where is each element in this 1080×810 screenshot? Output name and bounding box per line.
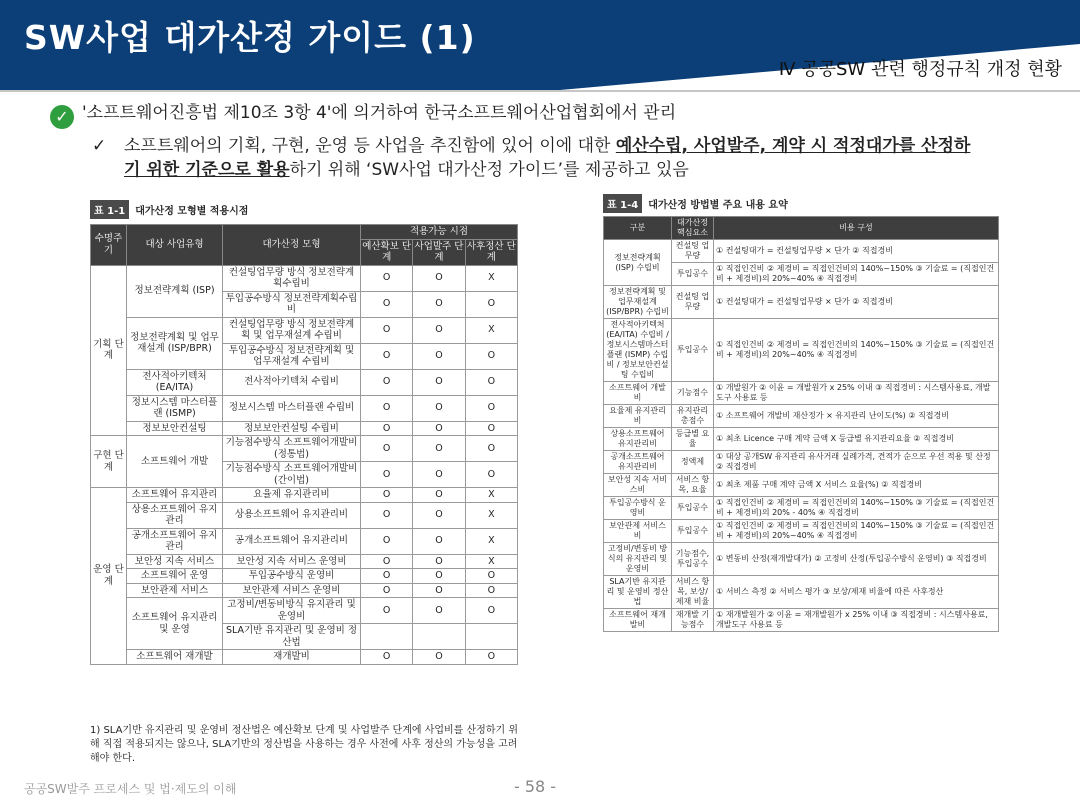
th-cycle: 수명주기 [91, 225, 127, 266]
bullet-secondary [92, 134, 972, 182]
table-row [91, 598, 518, 624]
kind-cell: 소프트웨어 개발비 [604, 382, 672, 405]
table-row [91, 528, 518, 554]
table-row [604, 497, 999, 520]
timing-cell: O [361, 395, 413, 421]
table-row [604, 405, 999, 428]
timing-cell: O [413, 502, 465, 528]
model-cell: 재개발비 [223, 650, 361, 665]
timing-cell: O [413, 488, 465, 503]
timing-cell: O [465, 436, 517, 462]
type-cell: 소프트웨어 개발 [127, 436, 223, 488]
table-row [91, 650, 518, 665]
kind-cell: 상용소프트웨어 유지관리비 [604, 428, 672, 451]
model-cell: 고정비/변동비방식 유지관리 및 운영비 [223, 598, 361, 624]
model-cell: 기능점수방식 소프트웨어개발비(간이법) [223, 462, 361, 488]
timing-cell: O [361, 343, 413, 369]
th-cost: 비용 구성 [714, 217, 999, 240]
type-cell: 소프트웨어 유지관리 [127, 488, 223, 503]
table-row [91, 395, 518, 421]
kind-cell: 공개소프트웨어 유지관리비 [604, 451, 672, 474]
model-cell: 투입공수방식 정보전략계획 및 업무재설계 수립비 [223, 343, 361, 369]
model-cell: 보안성 지속 서비스 운영비 [223, 554, 361, 569]
kind-cell: 요율제 유지관리비 [604, 405, 672, 428]
stage-cell: 구현 단계 [91, 436, 127, 488]
kind-cell: 보안성 지속 서비스비 [604, 474, 672, 497]
timing-cell: O [465, 343, 517, 369]
bullet-primary [50, 98, 676, 129]
cost-cell: ① 직접인건비 ② 제경비 = 직접인건비의 140%~150% ③ 기술료 = (직접인건비 + 제경비)의 20%~40% ④ 직접경비 [714, 263, 999, 286]
timing-cell: O [361, 317, 413, 343]
table-row [604, 428, 999, 451]
timing-cell: O [465, 583, 517, 598]
table-row [91, 488, 518, 503]
element-cell: 투입공수 [672, 319, 714, 382]
model-cell: 보안관제 서비스 운영비 [223, 583, 361, 598]
table-row [91, 421, 518, 436]
cost-cell: ① 개발원가 ② 이윤 = 개발원가 x 25% 이내 ③ 직접경비 : 시스템사용료, 개발도구 사용료 등 [714, 382, 999, 405]
th-t3: 사후정산 단계 [466, 240, 516, 263]
type-cell: 정보보안컨설팅 [127, 421, 223, 436]
type-cell: 소프트웨어 재개발 [127, 650, 223, 665]
model-cell: 상용소프트웨어 유지관리비 [223, 502, 361, 528]
table-row [91, 436, 518, 462]
cost-cell: ① 소프트웨어 개발비 재산정가 × 유지관리 난이도(%) ② 직접경비 [714, 405, 999, 428]
kind-cell: 정보전략계획 (ISP) 수립비 [604, 240, 672, 286]
table-model-timing [90, 224, 518, 665]
cost-cell: ① 최초 제품 구매 계약 금액 X 서비스 요율(%) ② 직접경비 [714, 474, 999, 497]
cost-cell: ① 직접인건비 ② 제경비 = 직접인건비의 140%~150% ③ 기술료 = (직접인건비 + 제경비)의 20% - 40% ④ 직접경비 [714, 497, 999, 520]
table-row [91, 265, 518, 291]
th-t1: 예산확보 단계 [362, 240, 412, 263]
th-kind: 구분 [604, 217, 672, 240]
timing-cell: O [413, 650, 465, 665]
table-row [604, 286, 999, 319]
cost-cell: ① 최초 Licence 구매 계약 금액 X 등급별 유지관리요율 ② 직접경비 [714, 428, 999, 451]
type-cell: 보안관제 서비스 [127, 583, 223, 598]
stage-cell: 운영 단계 [91, 488, 127, 665]
table-row [604, 451, 999, 474]
timing-cell: O [413, 265, 465, 291]
timing-cell: O [465, 598, 517, 624]
type-cell: 보안성 지속 서비스 [127, 554, 223, 569]
table-row [91, 554, 518, 569]
section-subtitle: Ⅳ 공공SW 관련 행정규칙 개정 현황 [778, 59, 1062, 80]
kind-cell: 정보전략계획 및 업무재설계 (ISP/BPR) 수립비 [604, 286, 672, 319]
table-row [604, 543, 999, 576]
kind-cell: SLA기반 유지관리 및 운영비 정산법 [604, 576, 672, 609]
cost-cell: ① 서비스 측정 ② 서비스 평가 ③ 보상/제재 비율에 따른 사후정산 [714, 576, 999, 609]
cost-cell: ① 변동비 산정(재개발대가) ② 고정비 산정(투입공수방식 운영비) ③ 직접경비 [714, 543, 999, 576]
timing-cell: O [413, 528, 465, 554]
table-row [604, 474, 999, 497]
type-cell: 정보전략계획 및 업무재설계 (ISP/BPR) [127, 317, 223, 369]
table-row [91, 583, 518, 598]
cost-cell: ① 컨설팅대가 = 컨설팅업무량 × 단가 ② 직접경비 [714, 286, 999, 319]
kind-cell: 전사적아키텍처 (EA/ITA) 수립비 / 정보시스템마스터플랜 (ISMP) 수립비 / 정보보안컨설팅 수립비 [604, 319, 672, 382]
table-row [604, 319, 999, 382]
table-row [604, 520, 999, 543]
element-cell: 유지관리 총점수 [672, 405, 714, 428]
element-cell: 투입공수 [672, 520, 714, 543]
timing-cell: O [361, 569, 413, 584]
table-row [91, 502, 518, 528]
timing-cell: O [413, 421, 465, 436]
type-cell: 정보시스템 마스터플랜 (ISMP) [127, 395, 223, 421]
timing-cell: O [465, 395, 517, 421]
timing-cell: O [361, 265, 413, 291]
timing-cell: O [413, 598, 465, 624]
timing-cell: X [465, 488, 517, 503]
timing-cell: X [465, 317, 517, 343]
model-cell: 투입공수방식 정보전략계획수립비 [223, 291, 361, 317]
timing-cell: O [413, 291, 465, 317]
timing-cell: O [465, 569, 517, 584]
timing-cell [465, 624, 517, 650]
bullet-emphasis: 예산수립, 사업발주, 계약 시 적정대가를 산정하기 위한 기준으로 활용 [124, 136, 971, 180]
page-number: - 58 - [514, 777, 557, 796]
bullet-primary-text: '소프트웨어진흥법 제10조 3항 4'에 의거하여 한국소프트웨어산업협회에서 관리 [82, 103, 677, 123]
element-cell: 서비스 항목, 보상/제재 비율 [672, 576, 714, 609]
table-row [91, 317, 518, 343]
model-cell: 컨설팅업무량 방식 정보전략계획수립비 [223, 265, 361, 291]
table-row [604, 240, 999, 263]
timing-cell: O [413, 554, 465, 569]
model-cell: 공개소프트웨어 유지관리비 [223, 528, 361, 554]
timing-cell: X [465, 502, 517, 528]
check-circle-icon: ✓ [50, 105, 74, 129]
table-row [604, 382, 999, 405]
timing-cell: O [413, 583, 465, 598]
timing-cell: O [361, 554, 413, 569]
timing-cell: O [361, 650, 413, 665]
element-cell: 재개발 기능점수 [672, 609, 714, 632]
type-cell: 정보전략계획 (ISP) [127, 265, 223, 317]
timing-cell: O [413, 317, 465, 343]
type-cell: 공개소프트웨어 유지관리 [127, 528, 223, 554]
table1-tag: 표 1-1 [90, 200, 129, 219]
header-divider [0, 90, 1080, 92]
timing-cell: O [413, 343, 465, 369]
th-elem: 대가산정 핵심요소 [672, 217, 714, 240]
bullet-secondary-text: 소프트웨어의 기획, 구현, 운영 등 사업을 추진함에 있어 이에 대한 예산수립, 사업발주, 계약 시 적정대가를 산정하기 위한 기준으로 활용하기 위해 ‘SW사업 대가산정 가이드’를 제공하고 있음 [124, 136, 971, 180]
timing-cell: O [361, 583, 413, 598]
timing-cell: O [361, 436, 413, 462]
timing-cell: O [413, 369, 465, 395]
table-row [604, 609, 999, 632]
timing-cell: O [465, 421, 517, 436]
checkmark-icon: ✓ [92, 136, 107, 156]
kind-cell: 고정비/변동비 방식의 유지관리 및 운영비 [604, 543, 672, 576]
table-row [91, 369, 518, 395]
timing-cell: O [361, 502, 413, 528]
model-cell: 정보보안컨설팅 수립비 [223, 421, 361, 436]
cost-cell: ① 컨설팅대가 = 컨설팅업무량 × 단가 ② 직접경비 [714, 240, 999, 263]
table-row [604, 576, 999, 609]
table2-tag: 표 1-4 [603, 194, 642, 213]
element-cell: 컨설팅 업무량 [672, 286, 714, 319]
timing-cell: O [413, 395, 465, 421]
timing-cell: O [361, 369, 413, 395]
timing-cell: O [413, 436, 465, 462]
page-title: SW사업 대가산정 가이드 (1) [24, 18, 476, 57]
element-cell: 투입공수 [672, 263, 714, 286]
timing-cell: O [361, 598, 413, 624]
timing-cell [413, 624, 465, 650]
timing-cell: O [413, 462, 465, 488]
model-cell: SLA기반 유지관리 및 운영비 정산법 [223, 624, 361, 650]
type-cell: 상용소프트웨어 유지관리 [127, 502, 223, 528]
type-cell: 소프트웨어 유지관리 및 운영 [127, 598, 223, 650]
element-cell: 컨설팅 업무량 [672, 240, 714, 263]
element-cell: 기능점수, 투입공수 [672, 543, 714, 576]
timing-cell: O [361, 488, 413, 503]
timing-cell: O [465, 369, 517, 395]
cost-cell: ① 대상 공개SW 유지관리 유사거래 실례가격, 견적가 순으로 우선 적용 및 산정 ② 직접경비 [714, 451, 999, 474]
timing-cell: X [465, 554, 517, 569]
model-cell: 기능점수방식 소프트웨어개발비(정통법) [223, 436, 361, 462]
timing-cell: X [465, 528, 517, 554]
timing-cell: O [361, 291, 413, 317]
table-row [91, 569, 518, 584]
element-cell: 투입공수 [672, 497, 714, 520]
th-timing: 적용가능 시점 [361, 225, 518, 240]
table1-footnote: 1) SLA기반 유지관리 및 운영비 정산법은 예산확보 단계 및 사업발주 단계에 사업비를 산정하기 위해 직접 적용되지는 않으나, SLA기반의 정산법을 사용하는 경우 사전에 사후 정산의 가능성을 고려해야 한다. [90, 725, 518, 764]
th-t2: 사업발주 단계 [414, 240, 464, 263]
cost-cell: ① 직접인건비 ② 제경비 = 직접인건비의 140%~150% ③ 기술료 = (직접인건비 + 제경비)의 20%~40% ④ 직접경비 [714, 520, 999, 543]
kind-cell: 보안관제 서비스비 [604, 520, 672, 543]
timing-cell: O [361, 421, 413, 436]
element-cell: 서비스 항목, 요율 [672, 474, 714, 497]
kind-cell: 소프트웨어 재개발비 [604, 609, 672, 632]
table-method-summary [603, 216, 999, 632]
table1-caption: 표 1-1 대가산정 모형별 적용시점 [90, 200, 248, 219]
model-cell: 컨설팅업무량 방식 정보전략계획 및 업무재설계 수립비 [223, 317, 361, 343]
footer-text: 공공SW발주 프로세스 및 법·제도의 이해 [24, 782, 237, 796]
element-cell: 정액제 [672, 451, 714, 474]
model-cell: 정보시스템 마스터플랜 수립비 [223, 395, 361, 421]
model-cell: 요율제 유지관리비 [223, 488, 361, 503]
cost-cell: ① 직접인건비 ② 제경비 = 직접인건비의 140%~150% ③ 기술료 = (직접인건비 + 제경비)의 20%~40% ④ 직접경비 [714, 319, 999, 382]
kind-cell: 투입공수방식 운영비 [604, 497, 672, 520]
timing-cell: O [465, 462, 517, 488]
element-cell: 등급별 요율 [672, 428, 714, 451]
timing-cell: O [361, 462, 413, 488]
cost-cell: ① 재개발원가 ② 이윤 = 재개발원가 x 25% 이내 ③ 직접경비 : 시스템사용료, 개발도구 사용료 등 [714, 609, 999, 632]
table2-caption: 표 1-4 대가산정 방법별 주요 내용 요약 [603, 194, 788, 213]
th-type: 대상 사업유형 [127, 225, 223, 266]
th-model: 대가산정 모형 [223, 225, 361, 266]
stage-cell: 기획 단계 [91, 265, 127, 436]
element-cell: 기능점수 [672, 382, 714, 405]
timing-cell [361, 624, 413, 650]
type-cell: 전사적아키텍처 (EA/ITA) [127, 369, 223, 395]
timing-cell: O [413, 569, 465, 584]
timing-cell: O [465, 650, 517, 665]
timing-cell: O [465, 291, 517, 317]
type-cell: 소프트웨어 운영 [127, 569, 223, 584]
timing-cell: X [465, 265, 517, 291]
timing-cell: O [361, 528, 413, 554]
model-cell: 전사적아키텍처 수립비 [223, 369, 361, 395]
model-cell: 투입공수방식 운영비 [223, 569, 361, 584]
